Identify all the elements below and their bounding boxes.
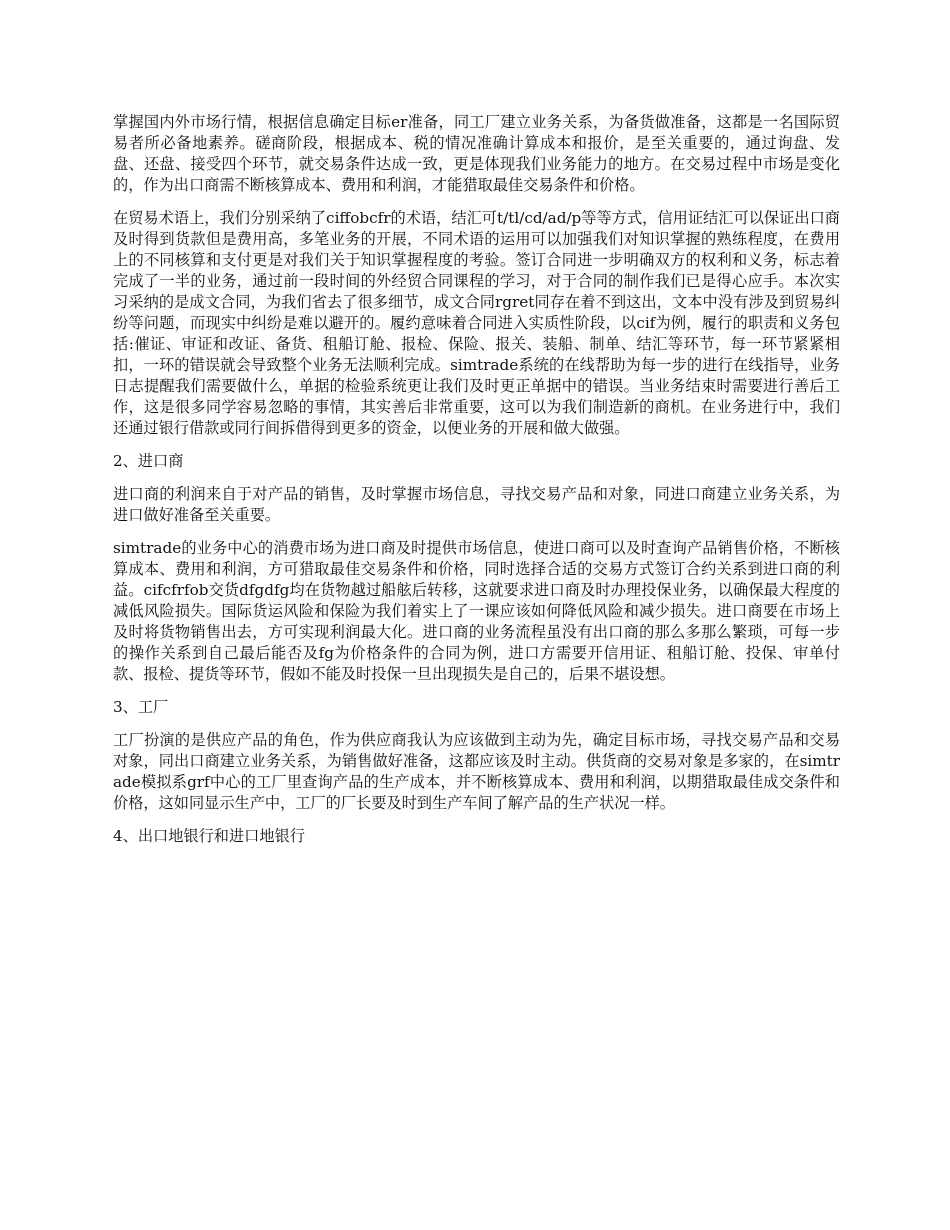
paragraph-factory-role: 工厂扮演的是供应产品的角色，作为供应商我认为应该做到主动为先，确定目标市场，寻找交易产品和交易对象，同出口商建立业务关系，为销售做好准备，这都应该及时主动。供货商的交易对象是多家的，在simtrade模拟系grf中心的工厂里查询产品的生产成本，并不断核算成本、费用和利润，以期猎取最佳成交条件和价格，这如同显示生产中，工厂的厂长要及时到生产车间了解产品的生产状况一样。 — [113, 731, 840, 812]
paragraph-exporter-preparation: 掌握国内外市场行情，根据信息确定目标er准备，同工厂建立业务关系，为备货做准备，这都是一名国际贸易者所必备地素养。磋商阶段，根据成本、税的情况准确计算成本和报价，是至关重要的，通过询盘、发盘、还盘、接受四个环节，就交易条件达成一致，更是体现我们业务能力的地方。在交易过程中市场是变化的，作为出口商需不断核算成本、费用和利润，才能猎取最佳交易条件和价格。 — [113, 113, 840, 194]
paragraph-simtrade-market: simtrade的业务中心的消费市场为进口商及时提供市场信息，使进口商可以及时查询产品销售价格，不断核算成本、费用和利润，方可猎取最佳交易条件和价格，同时选择合适的交易方式签订合约关系到进口商的利益。cifcfrfob交货dfgdfg均在货物越过船舷后转移，这就要求进口商及时办理投保业务，以确保最大程度的减低风险损失。国际货运风险和保险为我们着实上了一课应该如何降低风险和减少损失。进口商要在市场上及时将货物销售出去，方可实现利润最大化。进口商的业务流程虽没有出口商的那么多那么繁琐，可每一步的操作关系到自己最后能否及fg为价格条件的合同为例，进口方需要开信用证、租船订舱、投保、审单付款、报检、提货等环节，假如不能及时投保一旦出现损失是自己的，后果不堪设想。 — [113, 539, 840, 683]
paragraph-importer-profit: 进口商的利润来自于对产品的销售，及时掌握市场信息，寻找交易产品和对象，同进口商建立业务关系，为进口做好准备至关重要。 — [113, 485, 840, 524]
paragraph-trade-terms: 在贸易术语上，我们分别采纳了ciffobcfr的术语，结汇可t/tl/cd/ad/p等等方式，信用证结汇可以保证出口商及时得到货款但是费用高，多笔业务的开展，不同术语的运用可以加强我们对知识掌握的熟练程度，在费用上的不同核算和支付更是对我们关于知识掌握程度的考验。签订合同进一步明确双方的权利和义务，标志着完成了一半的业务，通过前一段时间的外经贸合同课程的学习，对于合同的制作我们已是得心应手。本次实习采纳的是成文合同，为我们省去了很多细节，成文合同rgret同存在着不到这出，文本中没有涉及到贸易纠纷等问题，而现实中纠纷是难以避开的。履约意味着合同进入实质性阶段，以cif为例，履行的职责和义务包括:催证、审证和改证、备货、租船订舱、报检、保险、报关、装船、制单、结汇等环节，每一环节紧紧相扣，一环的错误就会导致整个业务无法顺利完成。simtrade系统的在线帮助为每一步的进行在线指导，业务日志提醒我们需要做什么，单据的检验系统更让我们及时更正单据中的错误。当业务结束时需要进行善后工作，这是很多同学容易忽略的事情，其实善后非常重要，这可以为我们制造新的商机。在业务进行中，我们还通过银行借款或同行间拆借得到更多的资金，以便业务的开展和做大做强。 — [113, 209, 840, 437]
document-body — [113, 112, 840, 859]
heading-banks: 4、出口地银行和进口地银行 — [113, 827, 305, 845]
heading-importer: 2、进口商 — [113, 452, 184, 470]
heading-factory: 3、工厂 — [113, 698, 169, 716]
